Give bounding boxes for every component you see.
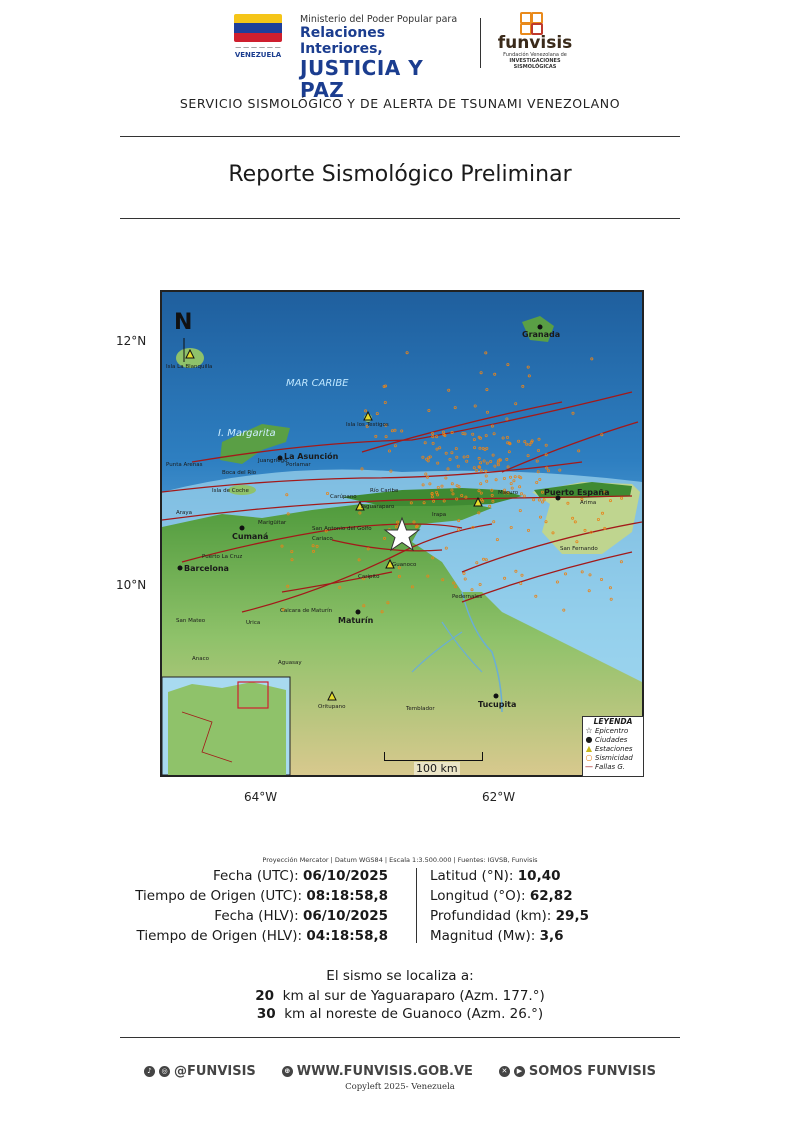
service-name: SERVICIO SISMOLÓGICO Y DE ALERTA DE TSUNAMI VENEZOLANO: [179, 96, 621, 111]
location-heading: El sismo se localiza a:: [326, 968, 474, 984]
label-araya: Araya: [176, 510, 193, 516]
row-fecha-hlv: [88, 906, 388, 926]
label-caicara: Caicara de Maturín: [280, 608, 333, 614]
legend-row-sismicidad: [583, 753, 643, 762]
gov-country: VENEZUELA: [234, 51, 282, 59]
fecha-hlv-label: Fecha (HLV):: [214, 908, 299, 924]
footer-somos-label: SOMOS FUNVISIS: [528, 1064, 656, 1079]
fecha-utc-value: 06/10/2025: [302, 868, 388, 884]
label-urica: Urica: [246, 620, 261, 626]
location-line-2: [0, 1006, 800, 1022]
ministry-logo: [300, 14, 470, 101]
footer-social[interactable]: [144, 1064, 256, 1079]
legend-epicentro: Epicentro: [595, 726, 629, 735]
seismic-map: [160, 290, 644, 777]
label-aguasay: Aguasay: [278, 660, 302, 666]
longitud-label: Longitud (°O):: [430, 888, 526, 904]
row-latitud: [430, 866, 690, 886]
label-arima: Arima: [580, 500, 597, 506]
label-puerto-espana: Puerto España: [544, 488, 610, 497]
header-rule-bottom: [120, 218, 680, 219]
footer-web-label: WWW.FUNVISIS.GOB.VE: [296, 1064, 473, 1079]
label-mariguitar: Marigüitar: [258, 520, 287, 526]
label-mar-caribe: MAR CARIBE: [286, 378, 349, 389]
instagram-icon: ◎: [159, 1066, 170, 1077]
city-maturin: [356, 610, 361, 615]
label-punta-arenas: Punta Arenas: [166, 462, 203, 468]
gov-small-text: — — — — — —: [235, 44, 281, 51]
scale-label: 100 km: [416, 762, 458, 775]
longitud-value: 62,82: [529, 888, 573, 904]
row-longitud: [430, 886, 690, 906]
legend-row-epicentro: [583, 726, 643, 735]
legend-row-ciudades: [583, 735, 643, 744]
label-blanquilla: Isla La Blanquilla: [166, 364, 213, 370]
fecha-hlv-value: 06/10/2025: [302, 908, 388, 924]
logo-divider: [480, 18, 481, 68]
label-guanoco: Guanoco: [392, 562, 417, 568]
label-san-antonio: San Antonio del Golfo: [312, 526, 372, 532]
loc2-text: km al noreste de Guanoco (Azm. 26.°): [284, 1006, 544, 1022]
label-irapa: Irapa: [432, 512, 447, 518]
label-carupano: Carúpano: [330, 494, 357, 500]
triangle-icon: ▲: [585, 744, 593, 753]
profundidad-label: Profundidad (km):: [430, 908, 552, 924]
data-divider: [416, 868, 417, 943]
loc1-text: km al sur de Yaguaraparo (Azm. 177.°): [282, 988, 545, 1004]
ministry-line1: Ministerio del Poder Popular para: [300, 14, 458, 25]
label-san-fernando: San Fernando: [560, 546, 598, 552]
label-puerto-la-cruz: Puerto La Cruz: [202, 554, 243, 560]
legend-row-estaciones: [583, 744, 643, 753]
row-magnitud: [430, 926, 690, 946]
funvisis-logo: [490, 12, 580, 70]
city-tucupita: [494, 694, 499, 699]
label-anaco: Anaco: [192, 656, 210, 662]
latitud-label: Latitud (°N):: [430, 868, 514, 884]
circle-icon: ○: [585, 753, 593, 762]
label-isla-coche: Isla de Coche: [212, 488, 249, 494]
funvisis-name: funvisis: [497, 33, 573, 53]
origen-hlv-label: Tiempo de Origen (HLV):: [136, 928, 303, 944]
label-cariaco: Cariaco: [312, 536, 333, 542]
legend-estaciones: Estaciones: [595, 744, 633, 753]
label-san-mateo: San Mateo: [176, 618, 206, 624]
label-pedernales: Pedernales: [452, 594, 483, 600]
city-granada: [538, 325, 543, 330]
funvisis-mark-icon: [520, 12, 542, 34]
label-rio-caribe: Río Caribe: [370, 488, 399, 494]
origen-hlv-value: 04:18:58,8: [306, 928, 388, 944]
fecha-utc-label: Fecha (UTC):: [212, 868, 299, 884]
location-line-1: [0, 988, 800, 1004]
magnitud-label: Magnitud (Mw):: [430, 928, 536, 944]
origen-utc-value: 08:18:58,8: [306, 888, 388, 904]
projection-note: Proyección Mercator | Datum WGS84 | Escala 1:3.500.000 | Fuentes: IGVSB, Funvisis: [262, 856, 538, 864]
origen-utc-label: Tiempo de Origen (UTC):: [135, 888, 303, 904]
globe-icon: ⊕: [282, 1066, 293, 1077]
label-barcelona: Barcelona: [184, 564, 229, 573]
label-juangriego: Juangriego: [258, 458, 288, 464]
row-origen-hlv: [88, 926, 388, 946]
north-label: N: [174, 310, 193, 335]
x-icon: ✕: [499, 1066, 510, 1077]
city-barcelona: [178, 566, 183, 571]
legend-row-fallas: [583, 762, 643, 771]
footer-social-label: @FUNVISIS: [174, 1064, 256, 1079]
label-oritupano: Oritupano: [318, 704, 346, 710]
label-temblador: Temblador: [406, 706, 435, 712]
venezuela-flag-icon: [234, 14, 282, 42]
funvisis-sub2: INVESTIGACIONES SISMOLÓGICAS: [509, 58, 561, 70]
legend-fallas: Fallas G.: [595, 762, 626, 771]
funvisis-sub1: Fundación Venezolana de: [503, 52, 567, 58]
legend-title: LEYENDA: [593, 717, 633, 726]
scale-bar: [384, 752, 483, 761]
header-rule-top: [120, 136, 680, 137]
label-granada: Granada: [522, 330, 561, 339]
star-icon: ☆: [585, 726, 593, 735]
label-testigos: Isla los Testigos: [346, 422, 389, 428]
footer-web[interactable]: [282, 1064, 473, 1079]
ministry-line3: JUSTICIA Y PAZ: [300, 56, 424, 102]
label-yaguaraparo: Yaguaraparo: [360, 504, 395, 510]
label-macuro: Macuro: [498, 490, 519, 496]
dot-icon: ●: [585, 735, 593, 744]
label-cumana: Cumaná: [232, 532, 269, 541]
loc2-km: 30: [256, 1006, 276, 1022]
ministry-line2: Relaciones Interiores,: [300, 25, 386, 57]
government-logo: [228, 14, 288, 68]
footer: [0, 1064, 800, 1079]
lat-label-10: 10°N: [116, 578, 147, 592]
legend-ciudades: Ciudades: [595, 735, 628, 744]
label-maturin: Maturín: [338, 616, 374, 625]
city-cumana: [240, 526, 245, 531]
page-title: Reporte Sismológico Preliminar: [228, 162, 572, 187]
row-origen-utc: [88, 886, 388, 906]
row-profundidad: [430, 906, 690, 926]
magnitud-value: 3,6: [539, 928, 564, 944]
lon-label-64: 64°W: [244, 790, 278, 804]
copyleft: Copyleft 2025- Venezuela: [345, 1082, 455, 1092]
latitud-value: 10,40: [517, 868, 561, 884]
legend-sismicidad: Sismicidad: [595, 753, 633, 762]
lon-label-62: 62°W: [482, 790, 516, 804]
row-fecha-utc: [88, 866, 388, 886]
label-la-asuncion: La Asunción: [284, 452, 339, 461]
youtube-icon: ▶: [514, 1066, 525, 1077]
fault-line-icon: —: [585, 762, 593, 771]
label-margarita: I. Margarita: [218, 428, 276, 439]
label-porlamar: Porlamar: [286, 462, 311, 468]
footer-rule: [120, 1037, 680, 1038]
label-boca-rio: Boca del Río: [222, 470, 257, 476]
footer-somos[interactable]: [499, 1064, 656, 1079]
map-legend: [582, 716, 644, 777]
lat-label-12: 12°N: [116, 334, 147, 348]
loc1-km: 20: [255, 988, 275, 1004]
label-tucupita: Tucupita: [478, 700, 517, 709]
profundidad-value: 29,5: [555, 908, 589, 924]
label-caripito: Caripito: [358, 574, 380, 580]
tiktok-icon: ♪: [144, 1066, 155, 1077]
